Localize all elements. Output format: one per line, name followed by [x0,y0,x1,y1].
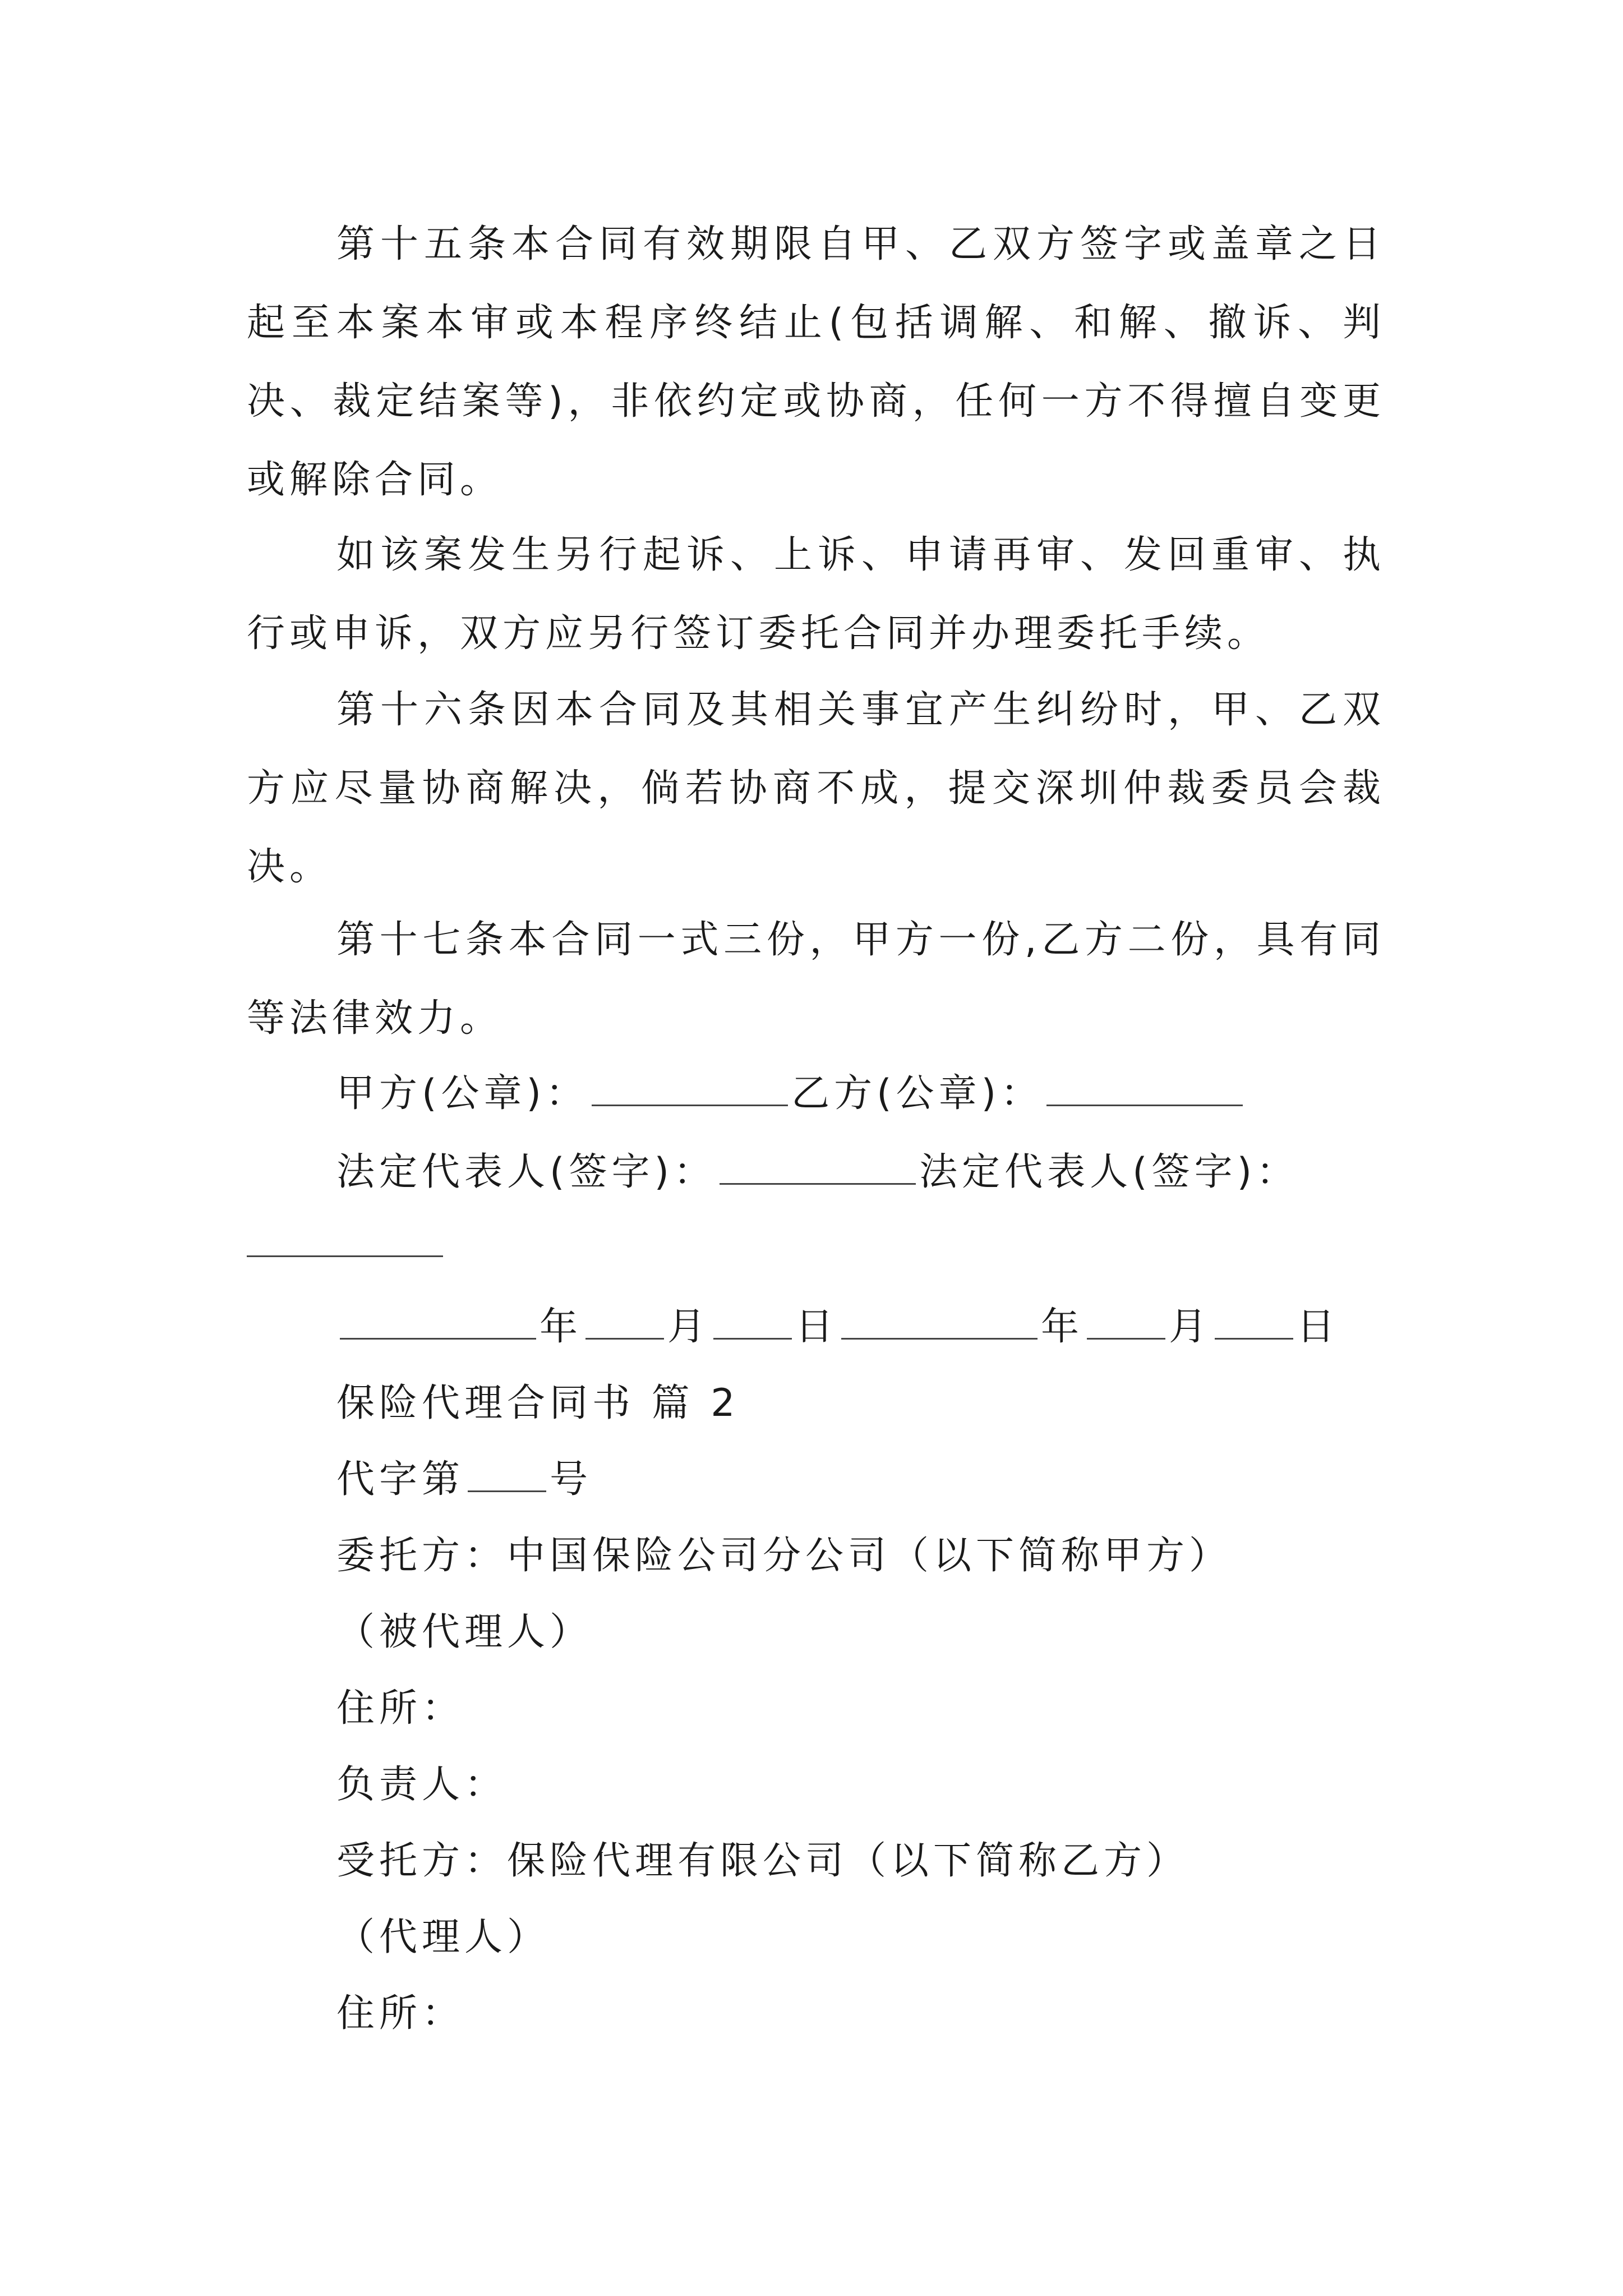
party-a-seal-label: 甲方(公章)： [336,1071,589,1116]
day-a-blank [713,1304,792,1340]
contract-number-line [336,1441,592,1519]
year-b-label: 年 [1041,1305,1084,1349]
principal-note-line: （被代理人） [336,1610,593,1654]
year-a-label: 年 [540,1305,583,1349]
month-a-label: 月 [667,1305,711,1349]
party-b-seal-blank [1046,1071,1243,1106]
agent-address-line: 住所： [336,1991,465,2036]
month-b-label: 月 [1169,1305,1212,1349]
legal-rep-a-blank [720,1149,916,1185]
legal-rep-b-blank [247,1255,443,1257]
legal-rep-a-label: 法定代表人(签字)： [336,1150,717,1194]
article-15-paragraph: 第十五条本合同有效期限自甲、乙双方签字或盖章之日起至本案本审或本程序终结止(包括调解、和解、撤诉、判决、裁定结案等)，非依约定或协商，任何一方不得擅自变更或解除合同。 [247,222,1385,502]
responsible-person-line: 负责人： [336,1763,508,1807]
month-a-blank [585,1304,664,1340]
day-a-label: 日 [795,1305,838,1349]
party-seal-line [336,1055,1246,1133]
principal-line: 委托方：中国保险公司分公司（以下简称甲方） [336,1534,1232,1578]
month-b-blank [1087,1304,1165,1340]
contract-number-blank [468,1457,546,1492]
article-16-paragraph: 第十六条因本合同及其相关事宜产生纠纷时，甲、乙双方应尽量协商解决，倘若协商不成，提交深圳仲裁委员会裁决。 [247,688,1385,889]
day-b-blank [1215,1304,1293,1340]
day-b-label: 日 [1297,1305,1340,1349]
contract-number-prefix: 代字第 [336,1457,465,1502]
party-a-seal-blank [592,1071,788,1106]
legal-rep-b-label: 法定代表人(签字)： [919,1150,1299,1194]
contract-number-suffix: 号 [550,1457,593,1502]
section-2-title: 保险代理合同书 篇 2 [336,1381,740,1425]
year-b-blank [841,1304,1038,1340]
year-a-blank [340,1304,536,1340]
article-17-paragraph: 第十七条本合同一式三份，甲方一份,乙方二份，具有同等法律效力。 [247,918,1385,1041]
agent-line: 受托方：保险代理有限公司（以下简称乙方） [336,1839,1189,1883]
party-b-seal-label: 乙方(公章)： [791,1071,1044,1116]
article-15-supplement-paragraph: 如该案发生另行起诉、上诉、申请再审、发回重审、执行或申诉，双方应另行签订委托合同并办理委托手续。 [247,533,1385,656]
legal-rep-line [336,1133,1299,1212]
agent-note-line: （代理人） [336,1915,550,1959]
date-line [336,1288,1339,1366]
principal-address-line: 住所： [336,1686,465,1731]
